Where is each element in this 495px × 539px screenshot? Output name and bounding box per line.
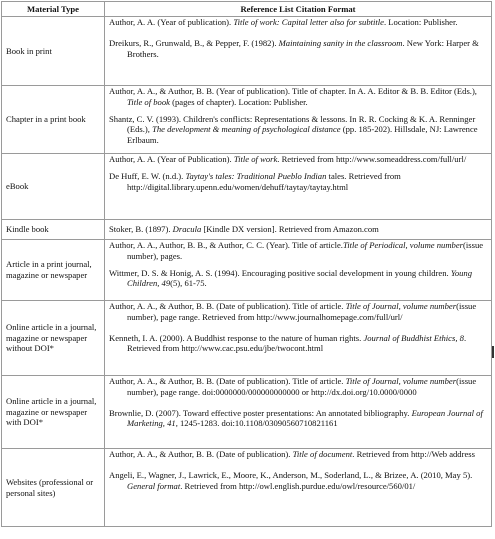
citation-template: Author, A. A., Author, B. B., & Author, C. C. (Year). Title of article.Title of Periodical, volume number(issue number), pages. (109, 240, 484, 261)
citation-example: Shantz, C. V. (1993). Children's conflicts: Representations & lessons. In R. R. Cocking & K. A. Renninger (Eds.), The development & meaning of psychological distance (pp. 185-202). Hillsdale, NJ: Lawrence Erlbaum. (109, 113, 478, 146)
citation-cell (105, 154, 492, 220)
citation-cell (105, 17, 492, 86)
material-type-cell: eBook (2, 154, 105, 220)
citation-example: Angeli, E., Wagner, J., Lawrick, E., Moore, K., Anderson, M., Soderland, L., & Brizee, A. (2010, May 5). General format. Retrieved from http://owl.english.purdue.edu/owl/resource/560/01/ (109, 469, 473, 491)
citation-template: Author, A. A., & Author, B. B. (Date of publication). Title of article. Title of Journal, volume number(issue number), page range. Retrieved from http://www.journalhomepage.com/full/url/ (109, 301, 477, 322)
table-row (2, 154, 492, 220)
table-row (2, 449, 492, 527)
citation-cell (105, 376, 492, 449)
material-type-cell: Kindle book (2, 220, 105, 240)
citation-example: Brownlie, D. (2007). Toward effective poster presentations: An annotated bibliography. European Journal of Marketing, 41, 1245-1283. doi:10.1108/03090560710821161 (109, 407, 483, 429)
material-type-cell: Book in print (2, 17, 105, 86)
material-type-cell: Online article in a journal, magazine or newspaper without DOI* (2, 301, 105, 376)
citation-cell (105, 301, 492, 376)
table-row (2, 86, 492, 154)
header-row (2, 2, 492, 17)
citation-example: Stoker, B. (1897). Dracula [Kindle DX version]. Retrieved from Amazon.com (109, 224, 379, 235)
table-row (2, 301, 492, 376)
citation-template: Author, A. A., & Author, B. B. (Date of publication). Title of document. Retrieved from http://Web address (109, 449, 475, 459)
citation-template: Author, A. A. (Year of Publication). Title of work. Retrieved from http://www.someaddress.com/full/url/ (109, 154, 467, 164)
table-row (2, 376, 492, 449)
citation-example: De Huff, E. W. (n.d.). Taytay's tales: Traditional Pueblo Indian tales. Retrieved from http://digital.library.upenn.edu/women/dehuff/taytay/taytay.html (109, 170, 401, 192)
material-type-cell: Chapter in a print book (2, 86, 105, 154)
table-row (2, 220, 492, 240)
material-type-cell: Article in a print journal, magazine or newspaper (2, 240, 105, 301)
citation-example: Dreikurs, R., Grunwald, B., & Pepper, F. (1982). Maintaining sanity in the classroom. New York: Harper & Brothers. (109, 37, 479, 59)
citation-example: Wittmer, D. S. & Honig, A. S. (1994). Encouraging positive social development in young children. Young Children, 49(5), 61-75. (109, 267, 473, 289)
citation-cell (105, 240, 492, 301)
citation-template: Author, A. A. (Year of publication). Title of work: Capital letter also for subtitle. Location: Publisher. (109, 17, 458, 27)
citation-cell (105, 86, 492, 154)
citation-template: Author, A. A., & Author, B. B. (Year of publication). Title of chapter. In A. A. Editor & B. B. Editor (Eds.), Title of book (pages of chapter). Location: Publisher. (109, 86, 477, 107)
citation-cell (105, 449, 492, 527)
table-row (2, 17, 492, 86)
text-cursor (492, 346, 494, 358)
material-type-cell: Websites (professional or personal sites) (2, 449, 105, 527)
citation-cell (105, 220, 492, 240)
header-material-type: Material Type (2, 2, 105, 17)
table-row (2, 240, 492, 301)
header-citation-format: Reference List Citation Format (105, 2, 492, 17)
citation-table (1, 1, 492, 527)
citation-template: Author, A. A., & Author, B. B. (Date of publication). Title of article. Title of Journal, volume number(issue number), page range. doi:0000000/000000000000 or http://dx.doi.org/10.0000/0000 (109, 376, 477, 397)
material-type-cell: Online article in a journal, magazine or newspaper with DOI* (2, 376, 105, 449)
citation-example: Kenneth, I. A. (2000). A Buddhist response to the nature of human rights. Journal of Buddhist Ethics, 8. Retrieved from http://www.cac.psu.edu/jbe/twocont.html (109, 332, 467, 354)
